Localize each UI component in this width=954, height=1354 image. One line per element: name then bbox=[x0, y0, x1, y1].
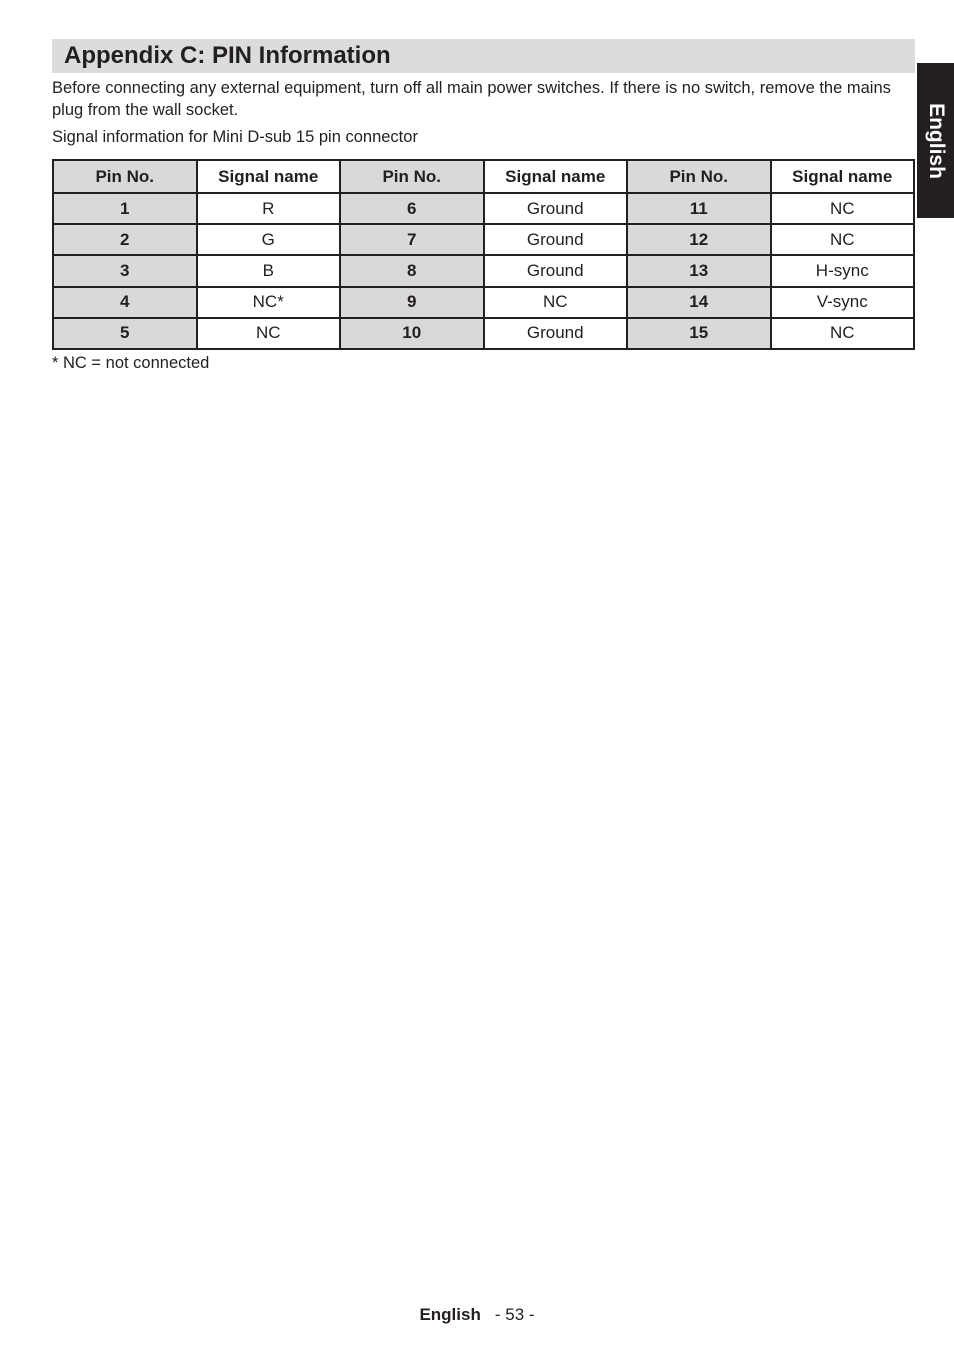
table-row bbox=[53, 287, 914, 318]
pin-number-cell: 9 bbox=[340, 287, 484, 318]
signal-name-cell: H-sync bbox=[771, 255, 915, 286]
pin-number-cell: 8 bbox=[340, 255, 484, 286]
signal-name-cell: Ground bbox=[484, 224, 628, 255]
signal-name-cell: NC* bbox=[197, 287, 341, 318]
header-signal-name: Signal name bbox=[484, 160, 628, 193]
page-title: Appendix C: PIN Information bbox=[64, 42, 391, 69]
signal-name-cell: B bbox=[197, 255, 341, 286]
signal-name-cell: NC bbox=[771, 193, 915, 224]
page-footer bbox=[0, 1304, 954, 1326]
header-signal-name: Signal name bbox=[771, 160, 915, 193]
pin-table bbox=[52, 159, 915, 350]
pin-number-cell: 15 bbox=[627, 318, 771, 349]
title-bar bbox=[52, 39, 915, 73]
table-row bbox=[53, 318, 914, 349]
language-side-tab bbox=[917, 63, 954, 218]
footnote: * NC = not connected bbox=[52, 354, 210, 372]
pin-number-cell: 13 bbox=[627, 255, 771, 286]
pin-number-cell: 6 bbox=[340, 193, 484, 224]
header-pin-no: Pin No. bbox=[53, 160, 197, 193]
table-row bbox=[53, 255, 914, 286]
pin-number-cell: 3 bbox=[53, 255, 197, 286]
pin-number-cell: 14 bbox=[627, 287, 771, 318]
pin-number-cell: 2 bbox=[53, 224, 197, 255]
pin-number-cell: 4 bbox=[53, 287, 197, 318]
language-side-tab-label: English bbox=[924, 102, 948, 179]
header-signal-name: Signal name bbox=[197, 160, 341, 193]
signal-name-cell: V-sync bbox=[771, 287, 915, 318]
signal-name-cell: NC bbox=[197, 318, 341, 349]
table-row bbox=[53, 193, 914, 224]
pin-number-cell: 7 bbox=[340, 224, 484, 255]
pin-number-cell: 10 bbox=[340, 318, 484, 349]
pin-number-cell: 12 bbox=[627, 224, 771, 255]
footer-language: English bbox=[419, 1305, 481, 1324]
pin-number-cell: 1 bbox=[53, 193, 197, 224]
signal-name-cell: G bbox=[197, 224, 341, 255]
pin-number-cell: 11 bbox=[627, 193, 771, 224]
signal-name-cell: Ground bbox=[484, 193, 628, 224]
table-header-row bbox=[53, 160, 914, 193]
intro-text: Before connecting any external equipment, turn off all main power switches. If there is no switch, remove the mains plug from the wall socket. bbox=[52, 79, 891, 119]
pin-number-cell: 5 bbox=[53, 318, 197, 349]
signal-name-cell: NC bbox=[484, 287, 628, 318]
page-number: - 53 - bbox=[494, 1305, 535, 1324]
signal-name-cell: NC bbox=[771, 318, 915, 349]
table-caption: Signal information for Mini D-sub 15 pin connector bbox=[52, 128, 418, 146]
signal-name-cell: Ground bbox=[484, 318, 628, 349]
signal-name-cell: R bbox=[197, 193, 341, 224]
header-pin-no: Pin No. bbox=[627, 160, 771, 193]
signal-name-cell: NC bbox=[771, 224, 915, 255]
signal-name-cell: Ground bbox=[484, 255, 628, 286]
header-pin-no: Pin No. bbox=[340, 160, 484, 193]
table-row bbox=[53, 224, 914, 255]
